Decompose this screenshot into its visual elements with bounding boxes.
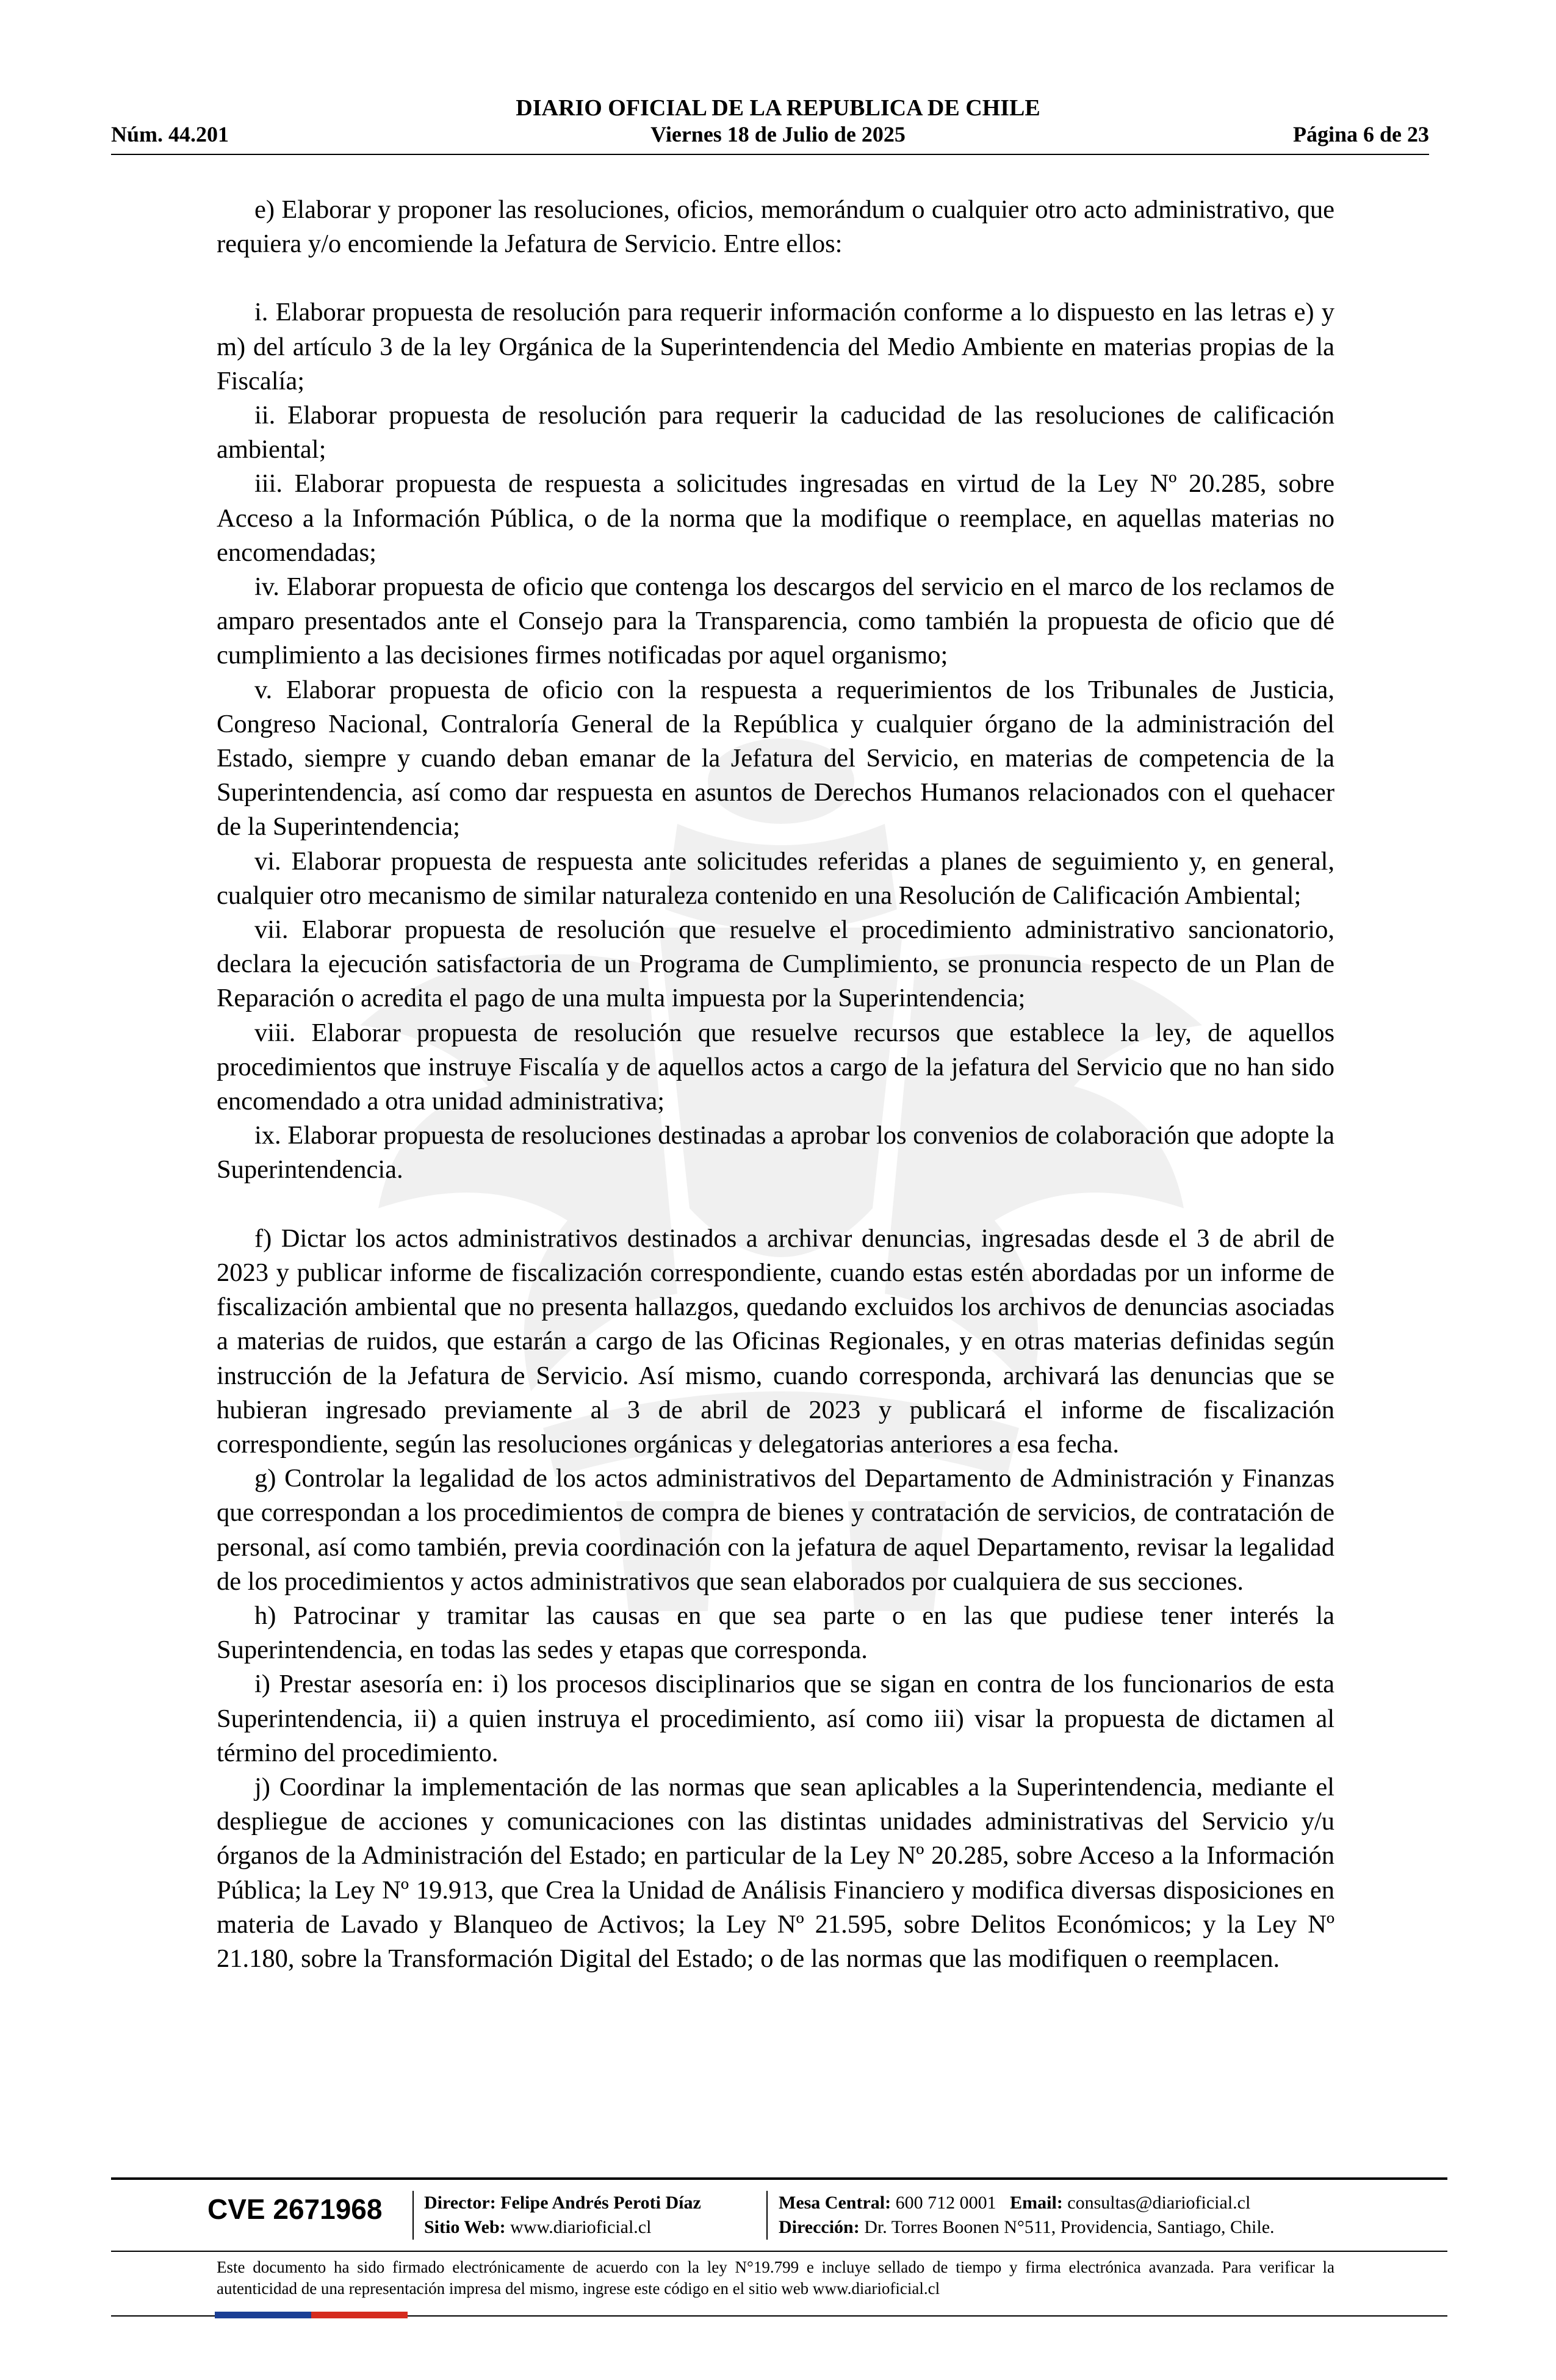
address-value: Dr. Torres Boonen N°511, Providencia, Santiago, Chile.: [864, 2217, 1275, 2237]
footer-contact-block: [779, 2191, 1275, 2240]
paragraph-f: f) Dictar los actos administrativos destinados a archivar denuncias, ingresadas desde el 3 de abril de 2023 y publicar informe de fiscalización correspondiente, cuando estas estén abordadas por un informe de fiscalización ambiental que no presenta hallazgos, quedando excluidos los archivos de denuncias asociadas a materias de ruidos, que estarán a cargo de las Oficinas Regionales, y en otras materias definidas según instrucción de la Jefatura de Servicio. Así mismo, cuando corresponda, archivará las denuncias que se hubieran ingresado previamente al 3 de abril de 2023 y publicará el informe de fiscalización correspondiente, según las resoluciones orgánicas y delegatorias anteriores a esa fecha.: [217, 1224, 1334, 1459]
newspaper-title: DIARIO OFICIAL DE LA REPUBLICA DE CHILE: [516, 95, 1040, 121]
mesa-label: Mesa Central:: [779, 2193, 891, 2213]
paragraph-g: g) Controlar la legalidad de los actos administrativos del Departamento de Administración y Finanzas que correspondan a los procedimientos de compra de bienes y contratación de servicios, de contratación de personal, así como también, previa coordinación con la jefatura de aquel Departamento, revisar la legalidad de los procedimientos y actos administrativos que sean elaborados por cualquiera de sus secciones.: [217, 1464, 1334, 1596]
footer-divider-top: [111, 2177, 1447, 2180]
chile-flag-stripe: [215, 2312, 408, 2318]
list-item-v: v. Elaborar propuesta de oficio con la respuesta a requerimientos de los Tribunales de Justicia, Congreso Nacional, Contraloría General de la República y cualquier órgano de la administración del Estado, siempre y cuando deban emanar de la Jefatura del Servicio, en materias de competencia de la Superintendencia, así como dar respuesta en asuntos de Derechos Humanos relacionados con el quehacer de la Superintendencia;: [217, 675, 1334, 842]
footer-separator: [766, 2191, 768, 2240]
page-number: Página 6 de 23: [1292, 122, 1429, 146]
paragraph-e: e) Elaborar y proponer las resoluciones, oficios, memorándum o cualquier otro acto administrativo, que requiera y/o encomiende la Jefatura de Servicio. Entre ellos:: [217, 195, 1334, 259]
email-label: Email:: [1010, 2193, 1063, 2213]
footer-separator: [412, 2191, 414, 2240]
flag-blue-segment: [215, 2312, 311, 2318]
mesa-phone: 600 712 0001: [895, 2193, 996, 2213]
list-item-vii: vii. Elaborar propuesta de resolución que resuelve el procedimiento administrativo sancionatorio, declara la ejecución satisfactoria de un Programa de Cumplimiento, se pronuncia respecto de un Plan de Reparación o acredita el pago de una multa impuesta por la Superintendencia;: [217, 915, 1334, 1013]
list-item-vi: vi. Elaborar propuesta de respuesta ante solicitudes referidas a planes de seguimiento y, en general, cualquier otro mecanismo de similar naturaleza contenido en una Resolución de Calificación Ambiental;: [217, 846, 1334, 910]
list-item-i: i. Elaborar propuesta de resolución para requerir información conforme a lo dispuesto en las letras e) y m) del artículo 3 de la ley Orgánica de la Superintendencia del Medio Ambiente en materias propias de la Fiscalía;: [217, 298, 1334, 395]
header-divider: [111, 154, 1429, 155]
issue-number: Núm. 44.201: [111, 122, 229, 146]
email-link[interactable]: consultas@diarioficial.cl: [1067, 2193, 1251, 2213]
footer-divider-mid: [111, 2251, 1447, 2252]
website-link[interactable]: www.diarioficial.cl: [510, 2217, 652, 2237]
list-item-iii: iii. Elaborar propuesta de respuesta a solicitudes ingresadas en virtud de la Ley Nº 20.285, sobre Acceso a la Información Pública, o de la norma que la modifique o reemplace, en aquellas materias no encomendadas;: [217, 469, 1334, 567]
list-item-ix: ix. Elaborar propuesta de resoluciones destinadas a aprobar los convenios de colaboración que adopte la Superintendencia.: [217, 1121, 1334, 1185]
cve-code: CVE 2671968: [207, 2193, 383, 2225]
list-item-iv: iv. Elaborar propuesta de oficio que contenga los descargos del servicio en el marco de los reclamos de amparo presentados ante el Consejo para la Transparencia, como también la propuesta de oficio que dé cumplimiento a las decisiones firmes notificadas por aquel organismo;: [217, 572, 1334, 670]
address-label: Dirección:: [779, 2217, 860, 2237]
director-label: Director:: [424, 2193, 496, 2213]
signature-notice: Este documento ha sido firmado electrónicamente de acuerdo con la ley N°19.799 e incluye sellado de tiempo y firma electrónica avanzada. Para verificar la autenticidad de una representación impresa del mismo, ingrese este código en el sitio web www.diarioficial.cl: [217, 2258, 1334, 2298]
paragraph-j: j) Coordinar la implementación de las normas que sean aplicables a la Superintendencia, mediante el despliegue de acciones y comunicaciones con las distintas unidades administrativas del Servicio y/u órganos de la Administración del Estado; en particular de la Ley Nº 20.285, sobre Acceso a la Información Pública; la Ley Nº 19.913, que Crea la Unidad de Análisis Financiero y modifica diversas disposiciones en materia de Lavado y Blanqueo de Activos; la Ley Nº 21.595, sobre Delitos Económicos; y la Ley Nº 21.180, sobre la Transformación Digital del Estado; o de las normas que las modifiquen o reemplacen.: [217, 1772, 1334, 1973]
footer-director-block: [424, 2191, 701, 2240]
article-body: [217, 193, 1334, 1976]
paragraph-h: h) Patrocinar y tramitar las causas en que sea parte o en las que pudiese tener interés la Superintendencia, en todas las sedes y etapas que corresponda.: [217, 1601, 1334, 1665]
list-item-viii: viii. Elaborar propuesta de resolución que resuelve recursos que establece la ley, de aquellos procedimientos que instruye Fiscalía y de aquellos actos a cargo de la jefatura del Servicio que no han sido encomendado a otra unidad administrativa;: [217, 1018, 1334, 1116]
issue-date: Viernes 18 de Julio de 2025: [650, 122, 906, 146]
director-name: Felipe Andrés Peroti Díaz: [500, 2193, 701, 2213]
website-label: Sitio Web:: [424, 2217, 506, 2237]
list-item-ii: ii. Elaborar propuesta de resolución para requerir la caducidad de las resoluciones de calificación ambiental;: [217, 401, 1334, 464]
flag-red-segment: [311, 2312, 408, 2318]
paragraph-i: i) Prestar asesoría en: i) los procesos disciplinarios que se sigan en contra de los funcionarios de esta Superintendencia, ii) a quien instruya el procedimiento, así como iii) visar la propuesta de dictamen al término del procedimiento.: [217, 1670, 1334, 1767]
